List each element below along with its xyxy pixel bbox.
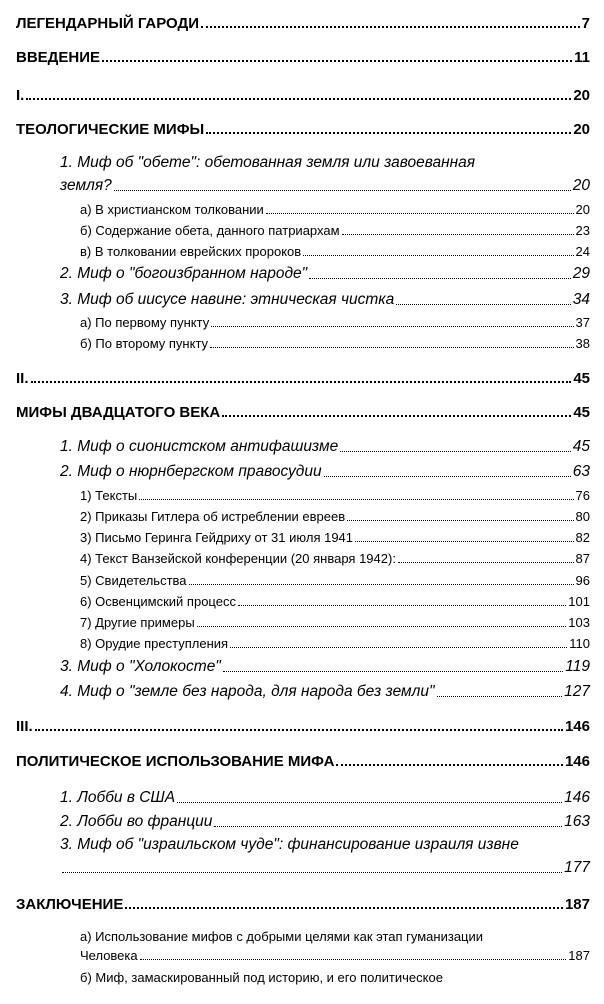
- toc-leader: [31, 381, 572, 383]
- toc-page: 45: [573, 370, 590, 387]
- toc-entry-oath-b[interactable]: [80, 221, 590, 238]
- toc-entry-myth-joshua[interactable]: [60, 289, 590, 309]
- toc-title: ПОЛИТИЧЕСКОЕ ИСПОЛЬЗОВАНИЕ МИФА: [16, 753, 335, 770]
- toc-leader: [309, 278, 571, 279]
- toc-page: 20: [573, 121, 590, 138]
- toc-entry-myth-holocaust[interactable]: [60, 656, 590, 676]
- toc-title: а) В христианском толковании: [80, 202, 264, 217]
- toc-entry-myth-nuremberg[interactable]: [60, 461, 590, 481]
- toc-title: 1. Миф о сионистском антифашизме: [60, 438, 339, 455]
- toc-title: 2) Приказы Гитлера об истреблении евреев: [80, 509, 346, 524]
- toc-entry-concl-a-line1[interactable]: а) Использование мифов с добрыми целями как этап гуманизации: [80, 929, 484, 944]
- toc-leader: [324, 476, 571, 477]
- toc-page: 101: [568, 594, 590, 609]
- toc-leader: [238, 605, 566, 606]
- toc-leader: [222, 415, 571, 417]
- toc-leader: [266, 213, 574, 214]
- toc-page: 45: [573, 404, 590, 421]
- toc-title: I.: [16, 87, 25, 104]
- toc-page: 20: [572, 177, 590, 194]
- toc-page: 38: [575, 336, 590, 351]
- toc-page: 76: [575, 488, 590, 503]
- toc-leader: [340, 451, 571, 452]
- toc-entry-n2[interactable]: [80, 507, 590, 524]
- toc-page: 103: [568, 615, 590, 630]
- toc-leader: [210, 347, 573, 348]
- toc-entry-myth-chosen[interactable]: [60, 263, 590, 283]
- toc-leader: [125, 907, 563, 909]
- toc-leader: [140, 959, 567, 960]
- toc-page: 163: [564, 813, 590, 830]
- toc-title: 1) Тексты: [80, 488, 138, 503]
- toc-entry-part3[interactable]: [16, 715, 590, 735]
- toc-title: 2. Миф о "богоизбранном народе": [60, 265, 308, 282]
- toc-entry-miracle-line1[interactable]: 3. Миф об "израильском чуде": финансирование израиля извне: [60, 836, 519, 853]
- toc-title: ЗАКЛЮЧЕНИЕ: [16, 896, 124, 913]
- toc-title: 5) Свидетельства: [80, 573, 187, 588]
- toc-title: 6) Освенцимский процесс: [80, 594, 236, 609]
- toc-leader: [223, 671, 563, 672]
- toc-title: 3. Миф об иисусе навине: этническая чистка: [60, 291, 395, 308]
- toc-title: б) Содержание обета, данного патриархам: [80, 223, 340, 238]
- toc-title: ТЕОЛОГИЧЕСКИЕ МИФЫ: [16, 121, 205, 138]
- toc-title: 7) Другие примеры: [80, 615, 195, 630]
- toc-entry-joshua-a[interactable]: [80, 313, 590, 330]
- toc-page: 20: [573, 87, 590, 104]
- toc-entry-joshua-b[interactable]: [80, 334, 590, 351]
- toc-title: 8) Орудие преступления: [80, 636, 229, 651]
- toc-leader: [201, 26, 580, 28]
- toc-entry-theo[interactable]: [16, 118, 590, 138]
- toc-entry-concl-b-line1[interactable]: б) Миф, замаскированный под историю, и его политическое: [80, 970, 443, 985]
- toc-page: 146: [564, 718, 590, 735]
- toc-title: ЛЕГЕНДАРНЫЙ ГАРОДИ: [16, 15, 199, 32]
- toc-page: 119: [565, 658, 590, 675]
- toc-entry-legendary[interactable]: [16, 12, 590, 32]
- toc-title: 4) Текст Ванзейской конференции (20 января 1942):: [80, 551, 396, 566]
- toc-entry-myth-land[interactable]: [60, 681, 590, 701]
- toc-title: 4. Миф о "земле без народа, для народа без земли": [60, 683, 435, 700]
- toc-title: 2. Миф о нюрнбергском правосудии: [60, 463, 322, 480]
- toc-page: 80: [575, 509, 590, 524]
- toc-title: б) По второму пункту: [80, 336, 209, 351]
- toc-entry-oath-a[interactable]: [80, 200, 590, 217]
- toc-entry-n1[interactable]: [80, 486, 590, 503]
- toc-entry-n3[interactable]: [80, 528, 590, 545]
- toc-leader: [35, 729, 563, 731]
- toc-title: 3) Письмо Геринга Гейдриху от 31 июля 1941: [80, 530, 354, 545]
- toc-entry-oath-c[interactable]: [80, 242, 590, 259]
- toc-title: II.: [16, 370, 29, 387]
- toc-title: 2. Лобби во франции: [60, 813, 213, 830]
- toc-leader: [398, 562, 574, 563]
- toc-entry-concl-a[interactable]: [80, 946, 590, 963]
- toc-leader: [211, 326, 573, 327]
- toc-page: 82: [575, 530, 590, 545]
- toc-leader: [303, 255, 573, 256]
- toc-leader: [114, 190, 571, 191]
- toc-entry-myth-oath[interactable]: [60, 175, 590, 195]
- toc-title: III.: [16, 718, 33, 735]
- toc-page: 34: [572, 291, 590, 308]
- toc-entry-n8[interactable]: [80, 634, 590, 651]
- toc-entry-intro[interactable]: [16, 46, 590, 66]
- toc-leader: [62, 872, 562, 873]
- toc-entry-c20[interactable]: [16, 401, 590, 421]
- toc-title: Человека: [80, 948, 138, 963]
- toc-leader: [396, 304, 571, 305]
- toc-page: 20: [575, 202, 590, 217]
- toc-page: 11: [574, 49, 590, 66]
- toc-leader: [336, 764, 563, 766]
- toc-leader: [206, 132, 571, 134]
- toc-page: 146: [564, 789, 590, 806]
- toc-leader: [102, 60, 572, 62]
- toc-entry-myth-oath-line1[interactable]: 1. Миф об "обете": обетованная земля или завоеванная: [60, 154, 476, 171]
- toc-title: в) В толковании еврейских пророков: [80, 244, 302, 259]
- toc-page: 23: [575, 223, 590, 238]
- toc-page: 45: [572, 438, 590, 455]
- toc-page: 146: [564, 753, 590, 770]
- toc-entry-n7[interactable]: [80, 613, 590, 630]
- toc-entry-lobby-usa[interactable]: [60, 787, 590, 807]
- toc-leader: [230, 647, 567, 648]
- toc-entry-political[interactable]: [16, 750, 590, 770]
- toc-title: 3. Миф о "Холокосте": [60, 658, 221, 675]
- toc-page: 7: [581, 15, 590, 32]
- toc-page: 96: [575, 573, 590, 588]
- toc-entry-part2[interactable]: [16, 367, 590, 387]
- toc-page: 110: [569, 636, 590, 651]
- toc-leader: [347, 520, 573, 521]
- toc-title: а) По первому пункту: [80, 315, 210, 330]
- toc-entry-n4[interactable]: [80, 549, 590, 566]
- toc-leader: [139, 499, 573, 500]
- toc-title: 1. Лобби в США: [60, 789, 176, 806]
- toc-leader: [177, 802, 562, 803]
- toc-entry-conclusion[interactable]: [16, 893, 590, 913]
- toc-entry-miracle[interactable]: [60, 857, 590, 877]
- toc-entry-n5[interactable]: [80, 571, 590, 588]
- toc-title: ВВЕДЕНИЕ: [16, 49, 100, 66]
- toc-leader: [355, 541, 574, 542]
- toc-page: 37: [575, 315, 590, 330]
- toc-entry-part1[interactable]: [16, 84, 590, 104]
- toc-leader: [197, 626, 567, 627]
- toc-leader: [26, 98, 571, 100]
- toc-page: 29: [572, 265, 590, 282]
- toc-title: земля?: [60, 177, 112, 194]
- toc-page: 127: [564, 683, 590, 700]
- toc-page: 177: [564, 859, 590, 876]
- toc-page: 187: [568, 948, 590, 963]
- toc-leader: [189, 584, 574, 585]
- toc-entry-myth-antifascism[interactable]: [60, 436, 590, 456]
- toc-entry-lobby-france[interactable]: [60, 811, 590, 831]
- toc-title: МИФЫ ДВАДЦАТОГО ВЕКА: [16, 404, 221, 421]
- toc-page: 24: [575, 244, 590, 259]
- toc-page: 87: [575, 551, 590, 566]
- toc-entry-n6[interactable]: [80, 592, 590, 609]
- toc-leader: [437, 696, 563, 697]
- toc-leader: [214, 826, 562, 827]
- toc-leader: [342, 234, 574, 235]
- toc-page: 187: [564, 896, 590, 913]
- toc-page: 63: [572, 463, 590, 480]
